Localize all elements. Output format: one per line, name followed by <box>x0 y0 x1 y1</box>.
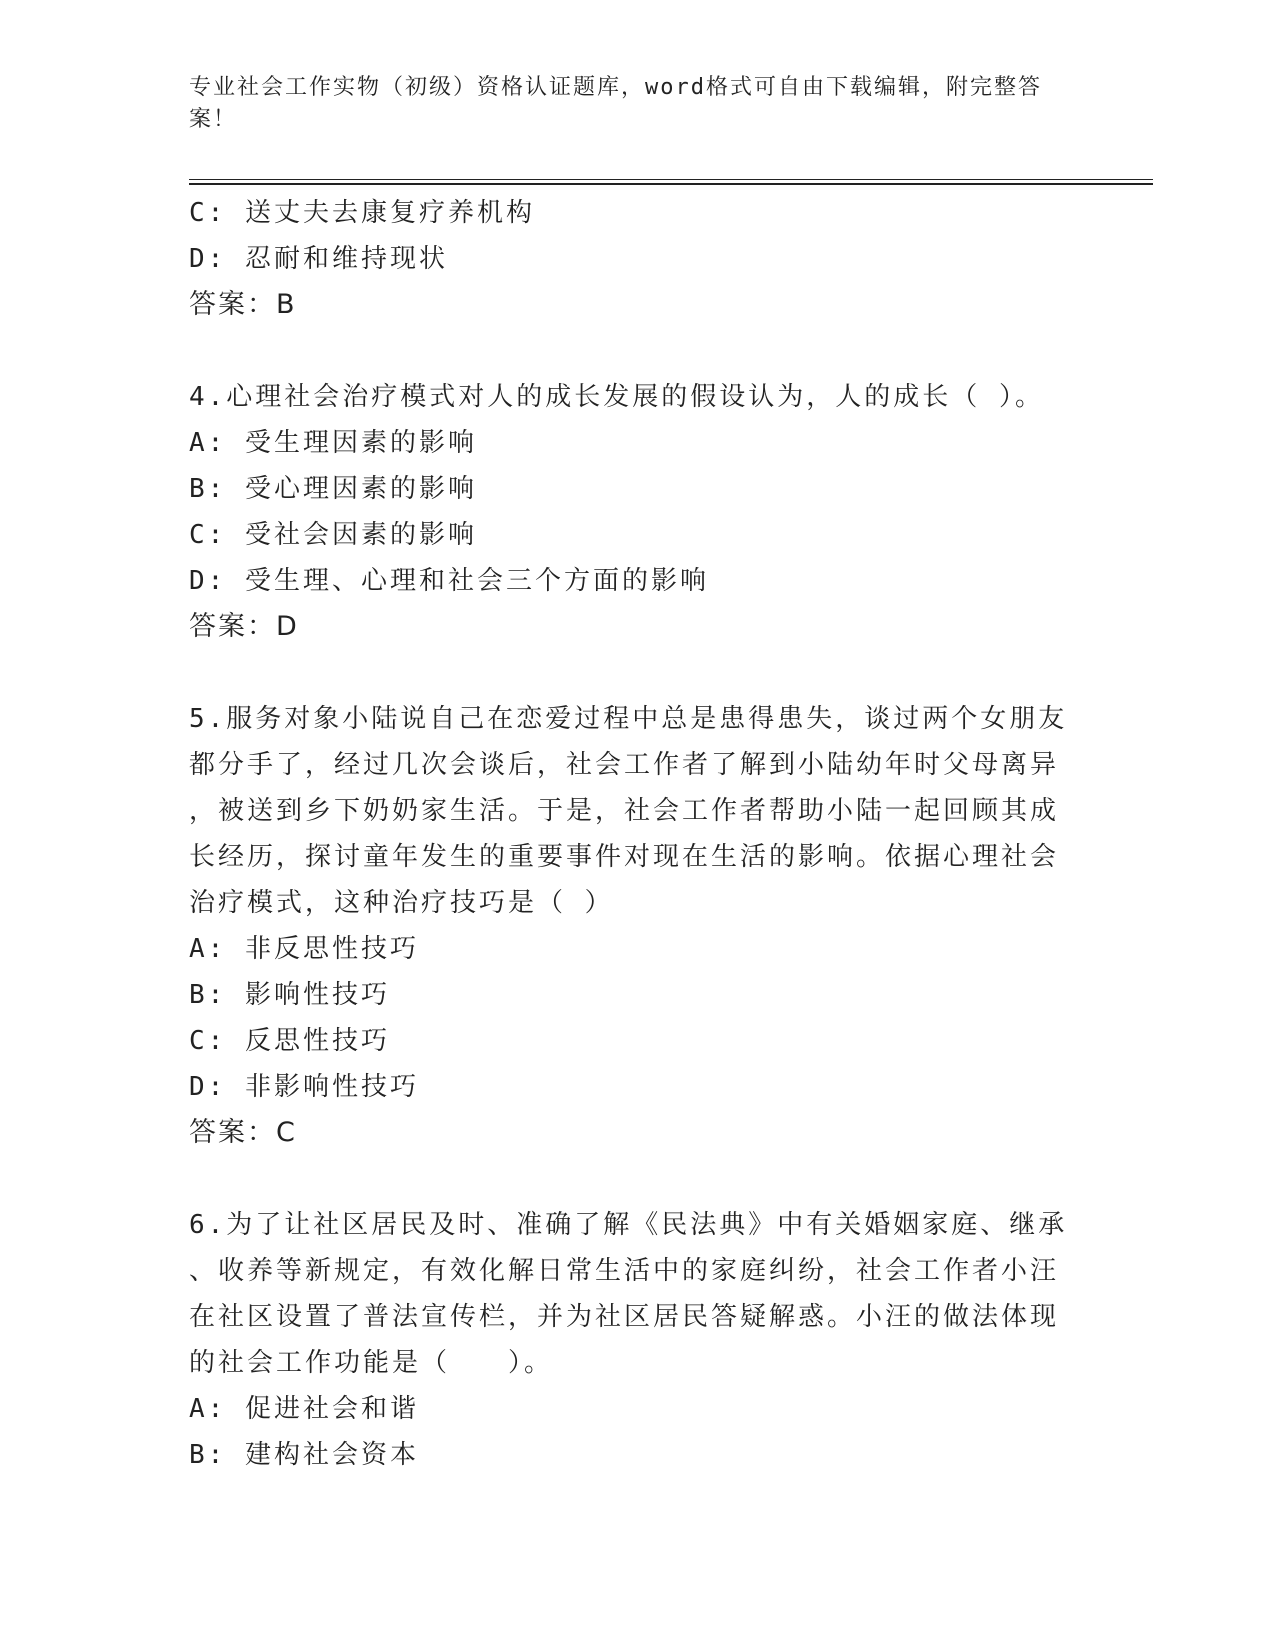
page-header: 专业社会工作实物（初级）资格认证题库，word格式可自由下载编辑，附完整答案！ <box>189 75 1042 132</box>
question-6-text <box>189 1202 1069 1386</box>
option-d: D: 受生理、心理和社会三个方面的影响 <box>189 566 709 596</box>
option-b: B: 影响性技巧 <box>189 980 390 1010</box>
header-rule-thin <box>189 179 1153 180</box>
answer-line: 答案：B <box>189 289 297 320</box>
spacer <box>189 328 1069 374</box>
question-text-line: 都分手了，经过几次会谈后，社会工作者了解到小陆幼年时父母离异 <box>189 750 1060 780</box>
question-5-text <box>189 696 1069 926</box>
question-4-options <box>189 420 1069 604</box>
question-6-options <box>189 1386 1069 1478</box>
question-text-line: 6.为了让社区居民及时、准确了解《民法典》中有关婚姻家庭、继承 <box>189 1210 1068 1240</box>
option-d: D: 忍耐和维持现状 <box>189 244 448 274</box>
option-c: C: 受社会因素的影响 <box>189 520 477 550</box>
header-rule-thick <box>189 183 1153 185</box>
question-text-line: 长经历，探讨童年发生的重要事件对现在生活的影响。依据心理社会 <box>189 842 1060 872</box>
spacer <box>189 1156 1069 1202</box>
question-text-line: ，被送到乡下奶奶家生活。于是，社会工作者帮助小陆一起回顾其成 <box>189 796 1060 826</box>
option-b: B: 建构社会资本 <box>189 1440 419 1470</box>
question-text-line: 在社区设置了普法宣传栏，并为社区居民答疑解惑。小汪的做法体现 <box>189 1302 1060 1332</box>
option-a: A: 促进社会和谐 <box>189 1394 419 1424</box>
option-c: C: 送丈夫去康复疗养机构 <box>189 198 535 228</box>
question-text-line: 治疗模式，这种治疗技巧是（ ） <box>189 888 614 918</box>
option-c: C: 反思性技巧 <box>189 1026 390 1056</box>
prev-question-options <box>189 190 1069 282</box>
question-text-line: 、收养等新规定，有效化解日常生活中的家庭纠纷，社会工作者小汪 <box>189 1256 1060 1286</box>
option-b: B: 受心理因素的影响 <box>189 474 477 504</box>
question-text-line: 5.服务对象小陆说自己在恋爱过程中总是患得患失，谈过两个女朋友 <box>189 704 1068 734</box>
question-text-line: 的社会工作功能是（ ）。 <box>189 1348 554 1378</box>
question-4-text: 4.心理社会治疗模式对人的成长发展的假设认为，人的成长（ ）。 <box>189 382 1044 412</box>
spacer <box>189 650 1069 696</box>
question-content <box>189 190 1069 1478</box>
answer-line: 答案：C <box>189 1117 297 1148</box>
option-d: D: 非影响性技巧 <box>189 1072 419 1102</box>
option-a: A: 非反思性技巧 <box>189 934 419 964</box>
question-5-options <box>189 926 1069 1110</box>
answer-line: 答案：D <box>189 611 299 642</box>
option-a: A: 受生理因素的影响 <box>189 428 477 458</box>
